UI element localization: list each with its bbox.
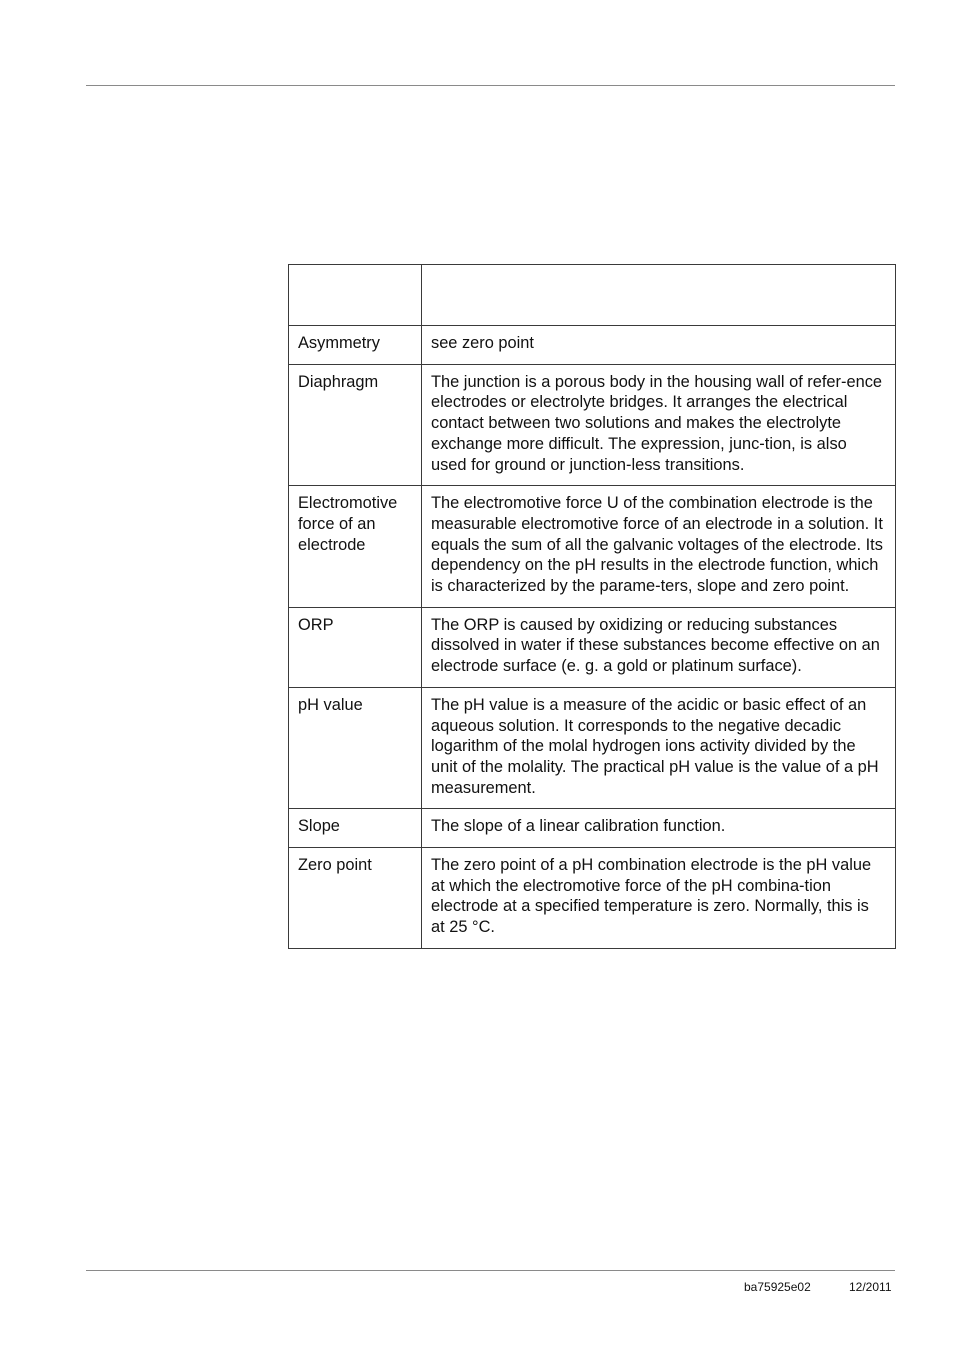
header-cell-term — [289, 265, 422, 326]
term-cell: Asymmetry — [289, 326, 422, 365]
table-row — [289, 809, 896, 848]
glossary-table — [288, 264, 896, 949]
term-cell: Zero point — [289, 848, 422, 949]
footer-doc-code: ba75925e02 — [744, 1280, 811, 1294]
table-row — [289, 326, 896, 365]
term-cell: pH value — [289, 687, 422, 809]
footer-date: 12/2011 — [849, 1280, 892, 1294]
definition-cell: The slope of a linear calibration function. — [422, 809, 896, 848]
definition-cell: see zero point — [422, 326, 896, 365]
header-cell-definition — [422, 265, 896, 326]
table-row — [289, 687, 896, 809]
definition-cell: The zero point of a pH combination electrode is the pH value at which the electromotive force of the pH combina-tion electrode at a specified temperature is zero. Normally, this is at 25 °C. — [422, 848, 896, 949]
definition-cell: The ORP is caused by oxidizing or reducing substances dissolved in water if these substances become effective on an electrode surface (e. g. a gold or platinum surface). — [422, 607, 896, 687]
table-row — [289, 607, 896, 687]
term-cell: ORP — [289, 607, 422, 687]
definition-cell: The pH value is a measure of the acidic or basic effect of an aqueous solution. It corresponds to the negative decadic logarithm of the molal hydrogen ions activity divided by the unit of the molality. The practical pH value is the value of a pH measurement. — [422, 687, 896, 809]
table-row — [289, 848, 896, 949]
definition-cell: The electromotive force U of the combination electrode is the measurable electromotive force of an electrode in a solution. It equals the sum of all the galvanic voltages of the electrode. Its dependency on the pH results in the electrode function, which is characterized by the parame-ters, slope and zero point. — [422, 486, 896, 608]
term-cell: Electromotive force of an electrode — [289, 486, 422, 608]
header-rule — [86, 85, 895, 86]
term-cell: Slope — [289, 809, 422, 848]
definition-cell: The junction is a porous body in the housing wall of refer-ence electrodes or electrolyte bridges. It arranges the electrical contact between two solutions and makes the electrolyte exchange more difficult. The expression, junc-tion, is also used for ground or junction-less transitions. — [422, 364, 896, 486]
footer-rule — [86, 1270, 895, 1271]
table-row — [289, 486, 896, 608]
term-cell: Diaphragm — [289, 364, 422, 486]
table-row — [289, 364, 896, 486]
table-header-row — [289, 265, 896, 326]
